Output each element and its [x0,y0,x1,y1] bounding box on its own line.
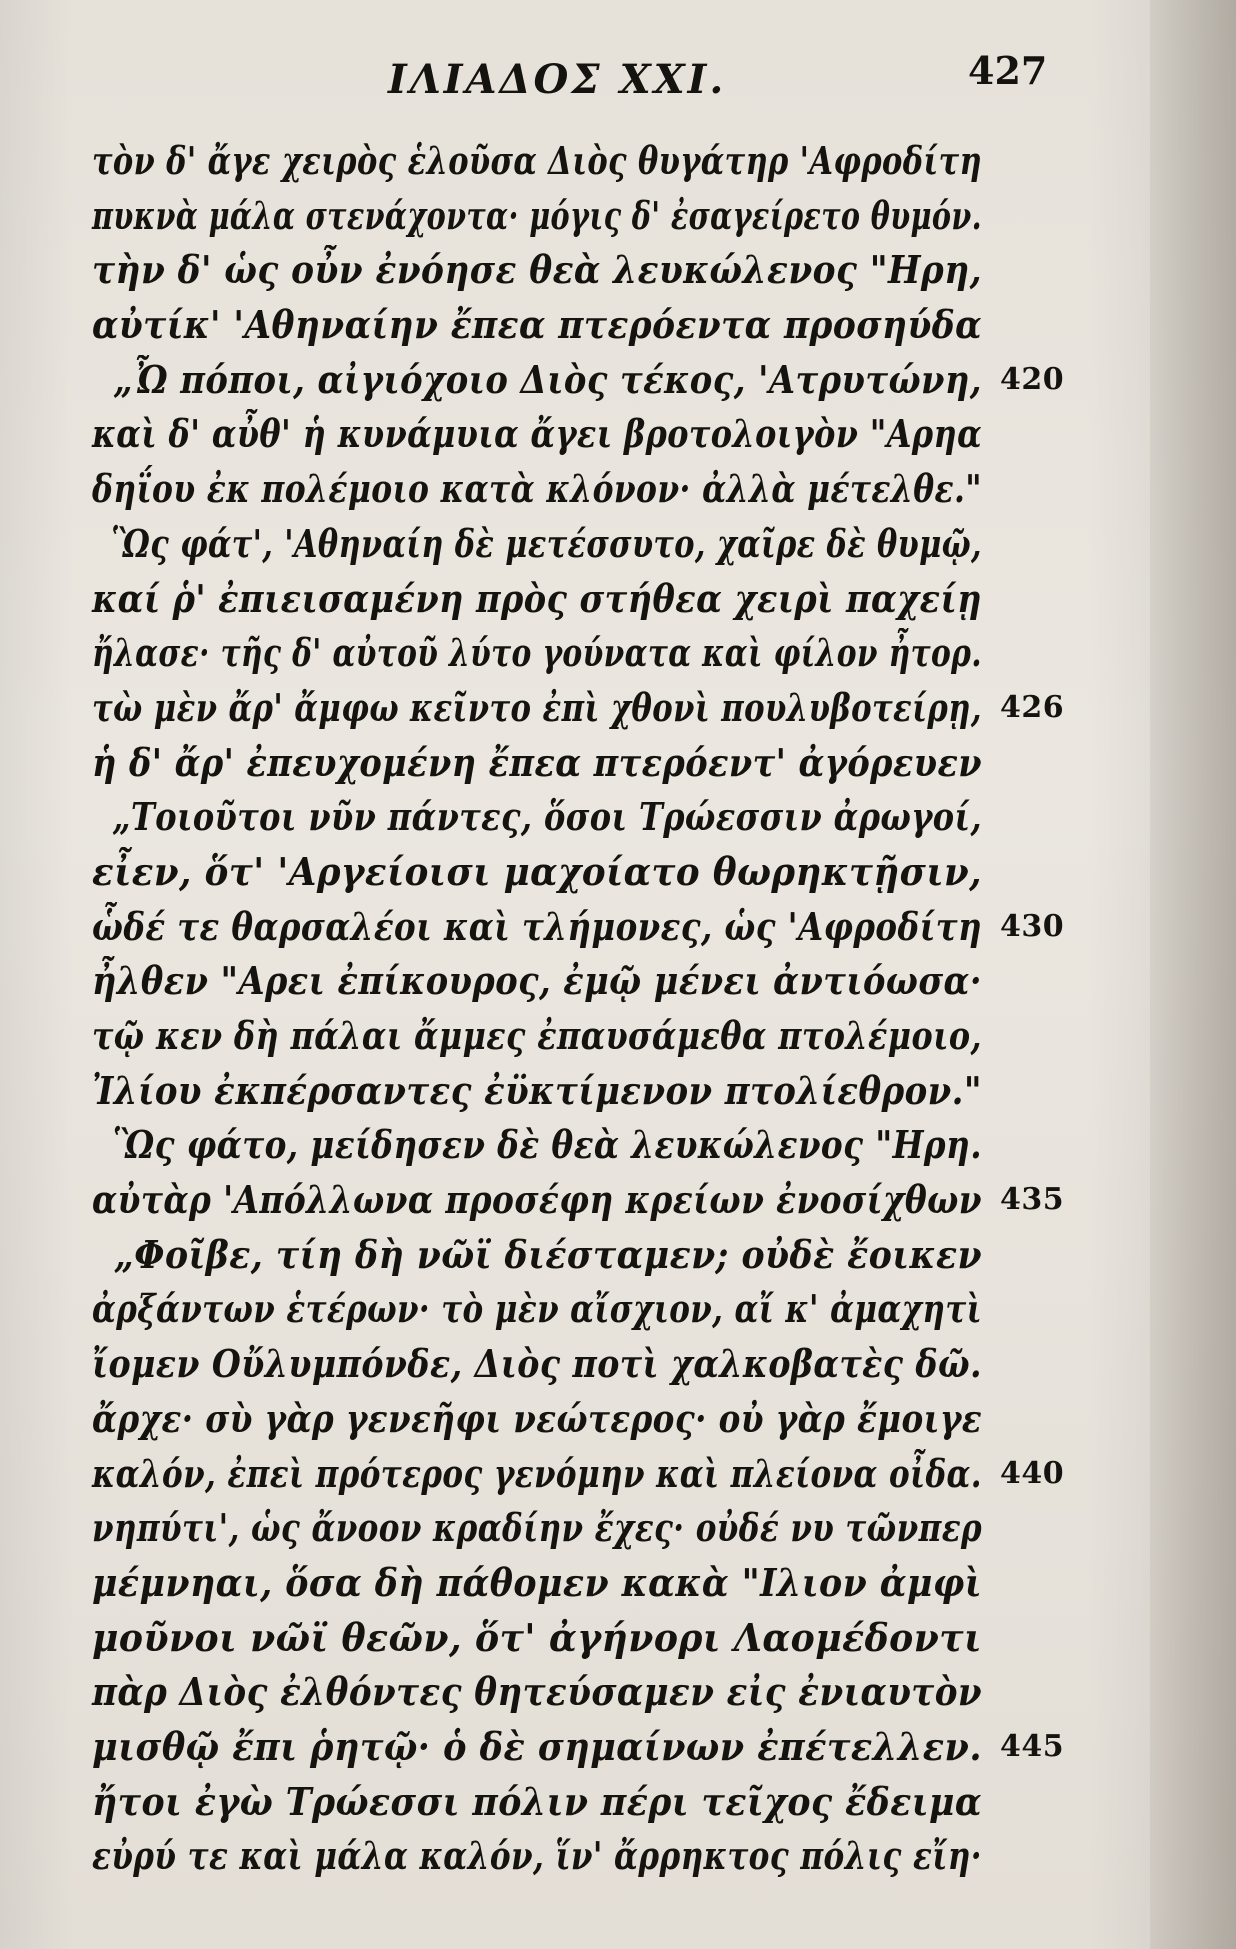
verse-line [92,1829,1052,1884]
verse-line [92,954,1052,1009]
verse-line [92,243,1052,298]
verse-line [92,1009,1052,1064]
verse-line [92,134,1052,189]
verse-text: ἤτοι ἐγὼ Τρώεσσι πόλιν πέρι τεῖχος ἔδειμα [92,1778,982,1824]
verse-line [92,517,1052,572]
verse-line [92,298,1052,353]
verse-line [92,572,1052,627]
verse-text: εὐρύ τε καὶ μάλα καλόν, ἵν' ἄρρηκτος πόλις εἴη· [92,1833,982,1879]
verse-text: Ὣς φάτ', 'Αθηναίη δὲ μετέσσυτο, χαῖρε δὲ θυμῷ, [111,520,983,566]
line-number: 420 [1000,361,1065,397]
verse-line [92,189,1052,244]
verse-text: ἡ δ' ἄρ' ἐπευχομένη ἔπεα πτερόεντ' ἀγόρευεν [92,739,982,785]
verse-line [92,407,1052,462]
verse-line [92,1282,1052,1337]
verse-text: μέμνηαι, ὅσα δὴ πάθομεν κακὰ "Ιλιον ἀμφὶ [92,1559,982,1605]
verse-block [92,134,1065,1884]
verse-line [92,845,1052,900]
verse-line [92,1775,1052,1830]
line-number: 430 [1000,908,1065,944]
verse-line [92,900,1065,955]
verse-text: τὸν δ' ἄγε χειρὸς ἑλοῦσα Διὸς θυγάτηρ 'Αφροδίτη [92,138,982,183]
verse-line [92,1392,1052,1447]
verse-line [92,1337,1052,1392]
verse-line [92,1501,1052,1556]
verse-text: εἶεν, ὅτ' 'Αργείοισι μαχοίατο θωρηκτῇσιν, [92,848,982,894]
verse-text: αὐτίκ' 'Αθηναίην ἔπεα πτερόεντα προσηύδα [92,302,982,348]
verse-text: μοῦνοι νῶϊ θεῶν, ὅτ' ἀγήνορι Λαομέδοντι [92,1614,982,1660]
verse-text: πυκνὰ μάλα στενάχοντα· μόγις δ' ἐσαγείρετο θυμόν. [92,192,982,238]
verse-text: δηΐου ἐκ πολέμοιο κατὰ κλόνον· ἀλλὰ μέτελθε." [92,466,982,512]
verse-line [92,1611,1052,1666]
verse-text: νηπύτι', ὡς ἄνοον κραδίην ἔχες· οὐδέ νυ τῶνπερ [92,1505,982,1551]
verse-line [92,626,1052,681]
verse-text: ἴομεν Οὔλυμπόνδε, Διὸς ποτὶ χαλκοβατὲς δῶ. [92,1341,982,1387]
line-number: 445 [1000,1728,1065,1764]
verse-text: τὼ μὲν ἄρ' ἄμφω κεῖντο ἐπὶ χθονὶ πουλυβοτείρῃ, [92,684,982,730]
page-number: 427 [968,48,1048,93]
verse-line [92,1665,1052,1720]
line-number: 440 [1000,1455,1065,1491]
verse-text: „Φοῖβε, τίη δὴ νῶϊ διέσταμεν; οὐδὲ ἔοικεν [113,1231,983,1277]
verse-line [92,1118,1052,1173]
verse-line [92,1173,1065,1228]
verse-text: καὶ δ' αὖθ' ἡ κυνάμυια ἄγει βροτολοιγὸν "Αρηα [92,411,982,457]
verse-text: ἤλασε· τῆς δ' αὐτοῦ λύτο γούνατα καὶ φίλον ἦτορ. [92,630,982,676]
verse-text: αὐτὰρ 'Απόλλωνα προσέφη κρείων ἐνοσίχθων [92,1177,982,1223]
verse-text: ἦλθεν "Αρει ἐπίκουρος, ἐμῷ μένει ἀντιόωσα· [92,958,982,1004]
verse-text: τῷ κεν δὴ πάλαι ἄμμες ἐπαυσάμεθα πτολέμοιο, [92,1013,982,1058]
verse-text: Ὣς φάτο, μείδησεν δὲ θεὰ λευκώλενος "Ηρη. [112,1122,982,1168]
verse-text: μισθῷ ἔπι ῥητῷ· ὁ δὲ σημαίνων ἐπέτελλεν. [92,1723,982,1769]
verse-text: πὰρ Διὸς ἐλθόντες θητεύσαμεν εἰς ἐνιαυτὸν [92,1669,982,1715]
verse-line [92,790,1052,845]
verse-text: „Τοιοῦτοι νῦν πάντες, ὅσοι Τρώεσσιν ἀρωγοί, [112,794,982,840]
verse-text: Ἰλίου ἐκπέρσαντες ἐϋκτίμενον πτολίεθρον." [92,1067,982,1113]
verse-line [92,462,1052,517]
verse-line [92,1720,1065,1775]
verse-line [92,353,1065,408]
verse-line [92,736,1052,791]
verse-line [92,1228,1052,1283]
verse-line [92,1064,1052,1119]
verse-text: ἄρχε· σὺ γὰρ γενεῆφι νεώτερος· οὐ γὰρ ἔμοιγε [92,1395,982,1441]
verse-text: καλόν, ἐπεὶ πρότερος γενόμην καὶ πλείονα οἶδα. [92,1450,982,1496]
running-title: ΙΛΙΑΔΟΣ XXI. [388,56,727,103]
line-number: 426 [1000,689,1065,725]
verse-line [92,681,1065,736]
verse-line [92,1447,1065,1502]
verse-text: τὴν δ' ὡς οὖν ἐνόησε θεὰ λευκώλενος "Ηρη, [92,247,982,293]
page-gutter-shadow [1150,0,1236,1949]
verse-text: „Ὦ πόποι, αἰγιόχοιο Διὸς τέκος, 'Ατρυτώνη, [113,356,983,402]
verse-text: καί ῥ' ἐπιεισαμένη πρὸς στήθεα χειρὶ παχείῃ [92,575,982,621]
verse-line [92,1556,1052,1611]
verse-text: ὧδέ τε θαρσαλέοι καὶ τλήμονες, ὡς 'Αφροδίτη [92,903,982,949]
verse-text: ἀρξάντων ἑτέρων· τὸ μὲν αἴσχιον, αἴ κ' ἀμαχητὶ [92,1286,982,1332]
line-number: 435 [1000,1182,1065,1218]
running-head [0,48,1236,108]
